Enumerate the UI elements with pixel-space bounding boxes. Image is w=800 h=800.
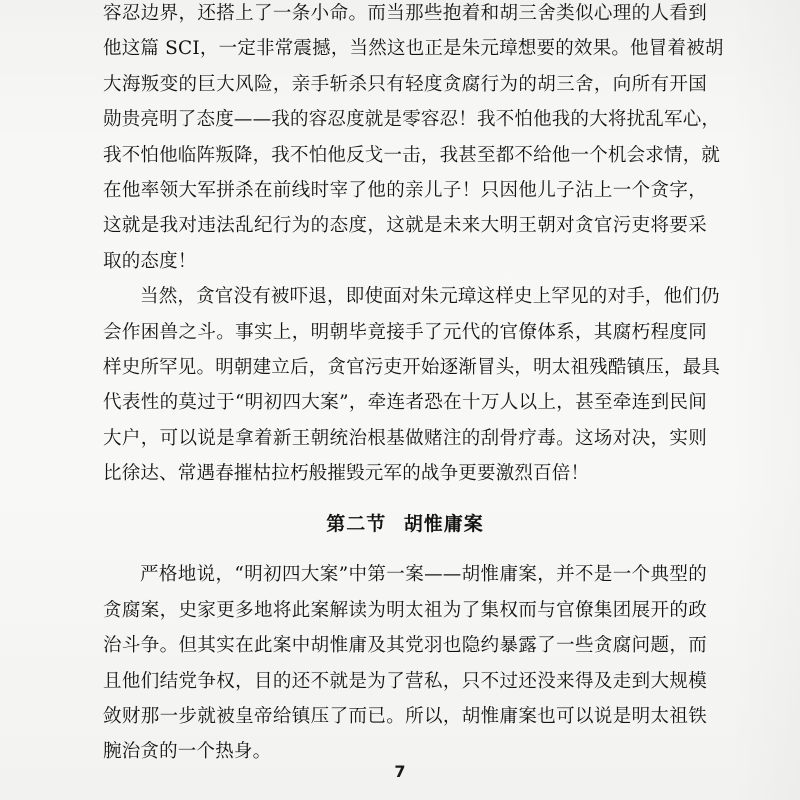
page-number: 7 bbox=[394, 762, 406, 781]
text-line: 勋贵亮明了态度——我的容忍度就是零容忍！我不怕他我的大将扰乱军心， bbox=[103, 109, 721, 131]
text-line: 比徐达、常遇春摧枯拉朽般摧毁元军的战争更要激烈百倍！ bbox=[103, 463, 590, 485]
text-line: 会作困兽之斗。事实上，明朝毕竟接手了元代的官僚体系，其腐朽程度同 bbox=[103, 321, 707, 343]
paragraph-2 bbox=[103, 279, 721, 491]
text-line: 大海叛变的巨大风险，亲手斩杀只有轻度贪腐行为的胡三舍，向所有开国 bbox=[103, 73, 707, 95]
text-line: 他这篇 SCI，一定非常震撼，当然这也正是朱元璋想要的效果。他冒着被胡 bbox=[103, 38, 724, 60]
text-line: 我不怕他临阵叛降，我不怕他反戈一击，我甚至都不给他一个机会求情，就 bbox=[103, 144, 721, 166]
text-line: 容忍边界，还搭上了一条小命。而当那些抱着和胡三舍类似心理的人看到 bbox=[103, 3, 707, 24]
section-heading: 第二节 胡惟庸案 bbox=[326, 513, 484, 536]
text-line: 当然，贪官没有被吓退，即使面对朱元璋这样史上罕见的对手，他们仍 bbox=[140, 286, 720, 308]
text-line: 样史所罕见。明朝建立后，贪官污吏开始逐渐冒头，明太祖残酷镇压，最具 bbox=[103, 356, 721, 378]
text-line: 这就是我对违法乱纪行为的态度，这就是未来大明王朝对贪官污吏将要采 bbox=[103, 215, 707, 237]
text-line: 敛财那一步就被皇帝给镇压了而已。所以，胡惟庸案也可以说是明太祖铁 bbox=[103, 706, 707, 728]
paragraph-3 bbox=[103, 557, 707, 769]
paragraph-1 bbox=[103, 0, 724, 279]
text-line: 严格地说，“明初四大案”中第一案——胡惟庸案，并不是一个典型的 bbox=[140, 564, 707, 586]
text-line: 大户，可以说是拿着新王朝统治根基做赌注的刮骨疗毒。这场对决，实则 bbox=[103, 427, 707, 449]
text-line: 取的态度！ bbox=[103, 250, 197, 272]
text-line: 在他率领大军拼杀在前线时宰了他的亲儿子！只因他儿子沾上一个贪字， bbox=[103, 179, 707, 201]
text-line: 腕治贪的一个热身。 bbox=[103, 741, 272, 763]
text-line: 贪腐案，史家更多地将此案解读为明太祖为了集权而与官僚集团展开的政 bbox=[103, 599, 707, 621]
body-text bbox=[103, 0, 724, 770]
text-line: 治斗争。但其实在此案中胡惟庸及其党羽也隐约暴露了一些贪腐问题，而 bbox=[103, 635, 707, 657]
text-line: 代表性的莫过于“明初四大案”，牵连者恐在十万人以上，甚至牵连到民间 bbox=[103, 392, 707, 414]
text-line: 且他们结党争权，目的还不就是为了营私，只不过还没来得及走到大规模 bbox=[103, 670, 707, 692]
